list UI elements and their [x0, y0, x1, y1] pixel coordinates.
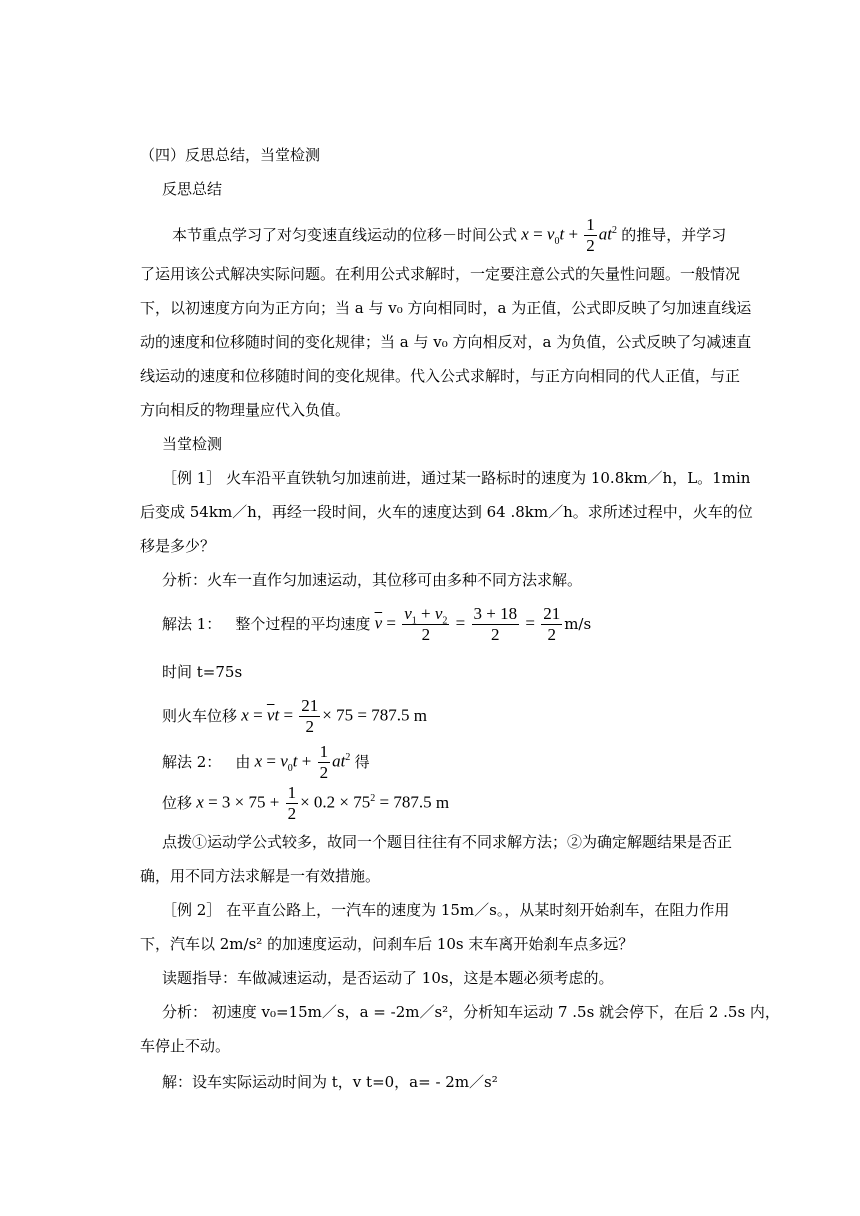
disp1-unit: m — [413, 706, 427, 725]
displacement-2-formula: x = 3 × 75 + $\frac{1}{2}$ × $0.2 \times 75^2 = 787.5$ — [196, 782, 436, 823]
example2-analysis-2: 车停止不动。 — [140, 1037, 231, 1055]
disp2-unit: m — [435, 793, 450, 812]
example2-solution: 解：设车实际运动时间为 t，v t=0，a= - 2m／s² — [162, 1073, 498, 1091]
method2-formula: $x = v_0t$ + $\frac{1}{2}$ $at^2$ — [254, 741, 351, 782]
displacement-formula: $x = v_0t$ + $\frac{1}{2}$ $at^2$ — [521, 214, 618, 255]
example1-analysis: 分析：火车一直作匀加速运动，其位移可由多种不同方法求解。 — [162, 571, 583, 589]
example1-time: 时间 t=75s — [162, 663, 243, 681]
example2-line-1: ［例 2］ 在平直公路上，一汽车的速度为 15m／s。，从某时刻开始刹车，在阻力作用 — [162, 901, 730, 919]
displacement-1-formula: $x = \overline{v}t$ = $\frac{21}{2}$ × 75 = 787.5 — [241, 695, 414, 736]
summary-line-5: 线运动的速度和位移随时间的变化规律。代入公式求解时，与正方向相同的代人正值，与正 — [140, 367, 741, 385]
section-heading: （四）反思总结，当堂检测 — [140, 146, 321, 164]
disp2-label: 位移 — [162, 794, 193, 812]
method1-text: 整个过程的平均速度 — [235, 615, 371, 633]
example1-line-2: 后变成 54km／h，再经一段时间，火车的速度达到 64 .8km／h。求所述过程中，火车的位 — [140, 503, 753, 521]
summary-line-2: 了运用该公式解决实际问题。在利用公式求解时，一定要注意公式的矢量性问题。一般情况 — [140, 265, 741, 283]
method1-label: 解法 1： — [162, 615, 222, 633]
method1-unit: m/s — [564, 615, 592, 633]
summary-label: 反思总结 — [162, 180, 223, 198]
example2-analysis-1: 分析： 初速度 v₀=15m／s，a = -2m／s²，分析知车运动 7 .5s 就会停下，在后 2 .5s 内， — [162, 1003, 780, 1021]
check-label: 当堂检测 — [162, 435, 223, 453]
example1-displacement-2 — [162, 782, 449, 824]
summary-line-4: 动的速度和位移随时间的变化规律；当 a 与 v₀ 方向相反对，a 为负值，公式反映了匀减速直 — [140, 333, 752, 351]
example1-tip-2: 确，用不同方法求解是一有效措施。 — [140, 867, 381, 885]
method2-label: 解法 2： — [162, 753, 222, 771]
example1-method2 — [162, 742, 370, 782]
example1-line-1: ［例 1］ 火车沿平直铁轨匀加速前进，通过某一路标时的速度为 10.8km／h，L。1min — [162, 469, 751, 487]
method2-post: 得 — [354, 753, 370, 771]
example1-displacement-1 — [162, 694, 427, 738]
summary-line-6: 方向相反的物理量应代入负值。 — [140, 401, 351, 419]
summary-text-post: 的推导，并学习 — [621, 226, 727, 244]
disp1-label: 则火车位移 — [162, 707, 238, 725]
average-velocity-formula: $\overline{v}$ = $\frac{v_1 + v_2}{2}$ = $\frac{3 + 18}{2}$ = $\frac{21}{2}$ — [374, 603, 561, 644]
example2-guide: 读题指导：车做减速运动，是否运动了 10s，这是本题必须考虑的。 — [162, 969, 614, 987]
summary-line-3: 下，以初速度方向为正方向；当 a 与 v₀ 方向相同时，a 为正值，公式即反映了匀加速直线运 — [140, 299, 752, 317]
summary-line-1 — [172, 213, 726, 257]
summary-text-pre: 本节重点学习了对匀变速直线运动的位移－时间公式 — [172, 226, 518, 244]
example1-method1 — [162, 602, 591, 646]
method2-text: 由 — [235, 753, 251, 771]
example1-line-3: 移是多少？ — [140, 537, 216, 555]
example1-tip-1: 点拨①运动学公式较多，故同一个题目往往有不同求解方法；②为确定解题结果是否正 — [162, 833, 733, 851]
example2-line-2: 下，汽车以 2m/s² 的加速度运动，问刹车后 10s 末车离开始刹车点多远？ — [140, 935, 634, 953]
